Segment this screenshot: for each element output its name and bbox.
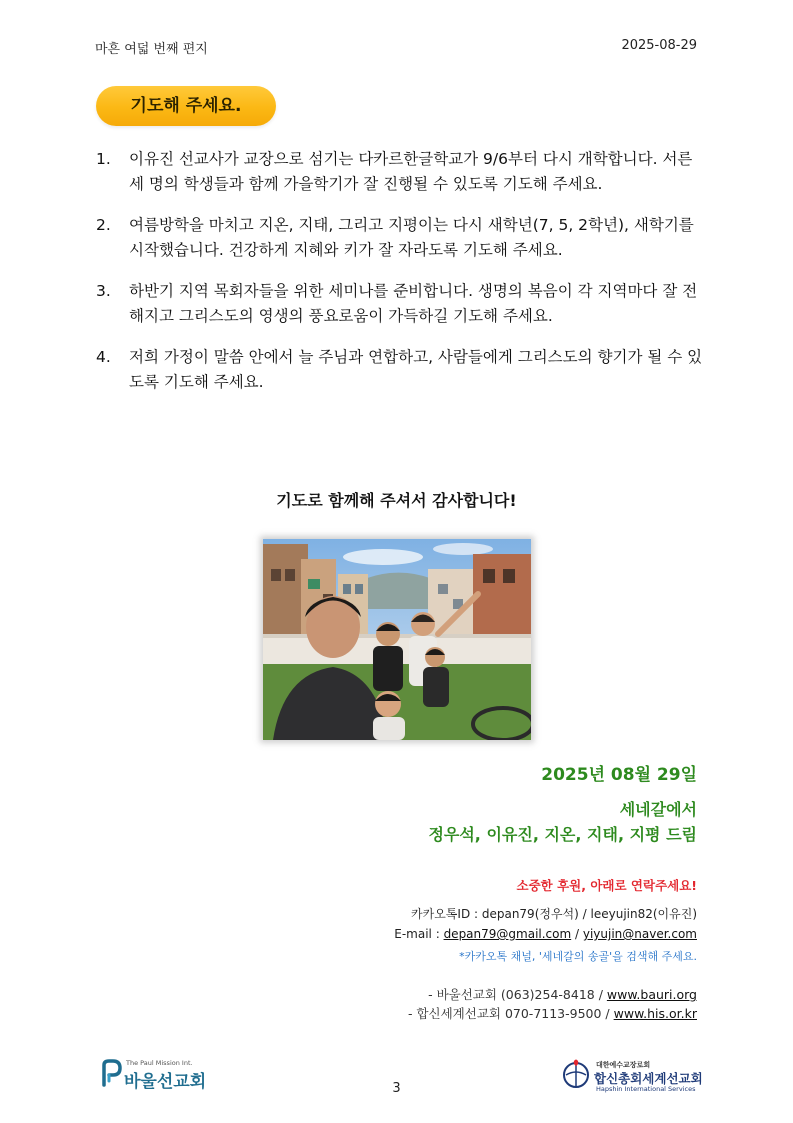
hapshin-logo-english: Hapshin International Services [596, 1085, 696, 1093]
prayer-text: 여름방학을 마치고 지온, 지태, 그리고 지평이는 다시 새학년(7, 5, 2학년), 새학기를 시작했습니다. 건강하게 지혜와 키가 잘 자라도록 기도해 주세요. [129, 216, 694, 259]
thanks-message: 기도로 함께해 주셔서 감사합니다! [276, 491, 517, 510]
bauri-website-link[interactable]: www.bauri.org [606, 987, 697, 1002]
hapshin-logo-icon [561, 1059, 591, 1093]
signature-place: 세네갈에서 [619, 800, 697, 819]
paul-mission-logo-subtitle: The Paul Mission Int. [126, 1059, 193, 1067]
email-line [394, 927, 697, 941]
church-contact-label: - 합신세계선교회 070-7113-9500 / [407, 1006, 614, 1021]
prayer-text: 저희 가정이 말씀 안에서 늘 주님과 연합하고, 사람들에게 그리스도의 향기가 될 수 있도록 기도해 주세요. [129, 348, 703, 391]
hapshin-logo-subtitle: 대한예수교장로회 [596, 1061, 651, 1069]
email-link-2[interactable]: yiyujin@naver.com [582, 927, 697, 941]
header-date: 2025-08-29 [621, 38, 697, 53]
prayer-list [96, 147, 706, 411]
prayer-item [96, 345, 706, 395]
prayer-item [96, 213, 706, 263]
email-label: E-mail : [394, 927, 444, 941]
page-number: 3 [392, 1081, 401, 1096]
church-contact-his [408, 1004, 697, 1022]
header-title: 마흔 여덟 번째 편지 [95, 42, 208, 57]
his-website-link[interactable]: www.his.or.kr [613, 1006, 697, 1021]
prayer-number: 4. [96, 348, 111, 366]
email-link-1[interactable]: depan79@gmail.com [443, 927, 572, 941]
family-photo [263, 539, 531, 740]
family-photo-illustration [263, 539, 531, 740]
signature-date: 2025년 08월 29일 [541, 765, 697, 785]
signature-names: 정우석, 이유진, 지온, 지태, 지평 드림 [428, 825, 697, 844]
prayer-item [96, 279, 706, 329]
church-contact-bauri [428, 985, 697, 1003]
prayer-text: 이유진 선교사가 교장으로 섬기는 다카르한글학교가 9/6부터 다시 개학합니다. 서른 세 명의 학생들과 함께 가을학기가 잘 진행될 수 있도록 기도해 주세요. [129, 150, 693, 193]
paul-mission-logo-text: 바울선교회 [124, 1072, 207, 1092]
section-title: 기도해 주세요. [130, 96, 242, 116]
kakao-ids: 카카오톡ID : depan79(정우석) / leeyujin82(이유진) [411, 907, 697, 921]
kakao-channel-note: *카카오톡 채널, '세네갈의 송골'을 검색해 주세요. [459, 950, 697, 963]
prayer-item [96, 147, 706, 197]
prayer-number: 3. [96, 282, 111, 300]
church-contact-label: - 바울선교회 (063)254-8418 / [428, 987, 607, 1002]
prayer-number: 2. [96, 216, 111, 234]
prayer-text: 하반기 지역 목회자들을 위한 세미나를 준비합니다. 생명의 복음이 각 지역마다 잘 전해지고 그리스도의 영생의 풍요로움이 가득하길 기도해 주세요. [129, 282, 698, 325]
hapshin-logo-text: 합신총회세계선교회 [594, 1071, 703, 1086]
support-request: 소중한 후원, 아래로 연락주세요! [516, 878, 697, 893]
prayer-number: 1. [96, 150, 111, 168]
email-separator: / [571, 927, 583, 941]
